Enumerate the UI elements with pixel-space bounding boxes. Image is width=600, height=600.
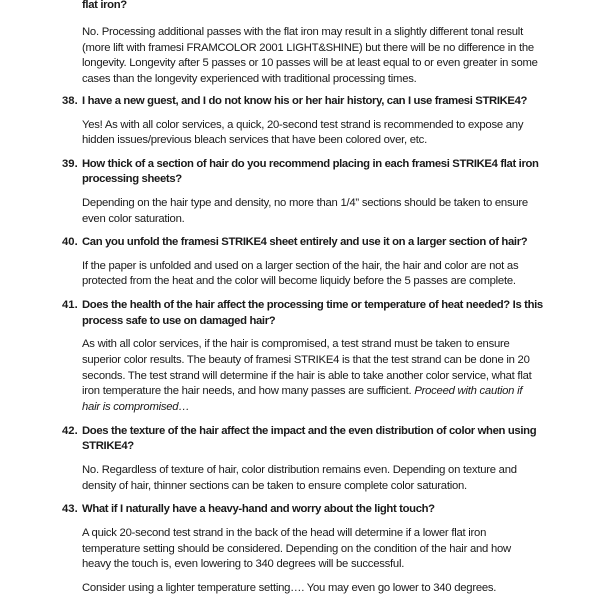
question-number: 43. <box>62 503 78 515</box>
question-number: 40. <box>62 236 78 248</box>
question-text: What if I naturally have a heavy-hand and worry about the light touch? <box>82 503 435 515</box>
question-text: How thick of a section of hair do you recommend placing in each framesi STRIKE4 flat iron <box>82 158 539 170</box>
question-number: 41. <box>62 299 78 311</box>
question-text: Can you unfold the framesi STRIKE4 sheet entirely and use it on a larger section of hair? <box>82 236 528 248</box>
answer-line: seconds. The test strand will determine if the hair is able to take another color service, what flat <box>82 370 532 382</box>
answer-line: No. Regardless of texture of hair, color distribution remains even. Depending on texture and <box>82 464 517 476</box>
caution-note: hair is compromised… <box>82 401 190 413</box>
answer-line: A quick 20-second test strand in the back of the head will determine if a lower flat iron <box>82 527 487 539</box>
question-text: I have a new guest, and I do not know his or her hair history, can I use framesi STRIKE4? <box>82 95 528 107</box>
question-text: process safe to use on damaged hair? <box>82 315 276 327</box>
question-text: Does the texture of the hair affect the impact and the even distribution of color when using <box>82 425 537 437</box>
answer-line: Consider using a lighter temperature setting…. You may even go lower to 340 degrees. <box>82 582 497 594</box>
answer-text: iron temperature the hair needs, and how many passes are sufficient. <box>82 385 415 397</box>
answer-line: Depending on the hair type and density, no more than 1/4” sections should be taken to ensure <box>82 197 528 209</box>
answer-line: Yes! As with all color services, a quick, 20-second test strand is recommended to expose any <box>82 119 524 131</box>
answer-line: even color saturation. <box>82 213 185 225</box>
question-number: 39. <box>62 158 78 170</box>
question-text: processing sheets? <box>82 173 182 185</box>
question-number: 38. <box>62 95 78 107</box>
caution-note: Proceed with caution if <box>414 385 523 397</box>
answer-line: As with all color services, if the hair is compromised, a test strand must be taken to ensure <box>82 338 510 350</box>
answer-line: longevity. Longevity after 5 passes or 10 passes will be at least equal to or even greater in some <box>82 57 538 69</box>
answer-line: protected from the heat and the color will become liquidy before the 5 passes are complete. <box>82 275 516 287</box>
question-text: STRIKE4? <box>82 440 134 452</box>
question-number: 42. <box>62 425 78 437</box>
answer-line: (more lift with framesi FRAMCOLOR 2001 LIGHT&SHINE) but there will be no difference in the <box>82 42 534 54</box>
answer-line: cases than the longevity experienced with traditional processing times. <box>82 73 417 85</box>
question-tail: flat iron? <box>82 0 127 11</box>
answer-line: heavy the touch is, even lowering to 340 degrees will be successful. <box>82 558 405 570</box>
answer-line: If the paper is unfolded and used on a larger section of the hair, the hair and color are not as <box>82 260 519 272</box>
answer-line <box>82 383 522 399</box>
question-text: Does the health of the hair affect the processing time or temperature of heat needed? Is this <box>82 299 543 311</box>
answer-line: density of hair, thinner sections can be taken to ensure complete color saturation. <box>82 480 467 492</box>
answer-line: No. Processing additional passes with the flat iron may result in a slightly different tonal result <box>82 26 523 38</box>
answer-line: hidden issues/previous bleach services that have been colored over, etc. <box>82 134 427 146</box>
answer-line: superior color results. The beauty of framesi STRIKE4 is that the test strand can be done in 20 <box>82 354 530 366</box>
answer-line: temperature setting should be considered. Depending on the condition of the hair and how <box>82 543 511 555</box>
